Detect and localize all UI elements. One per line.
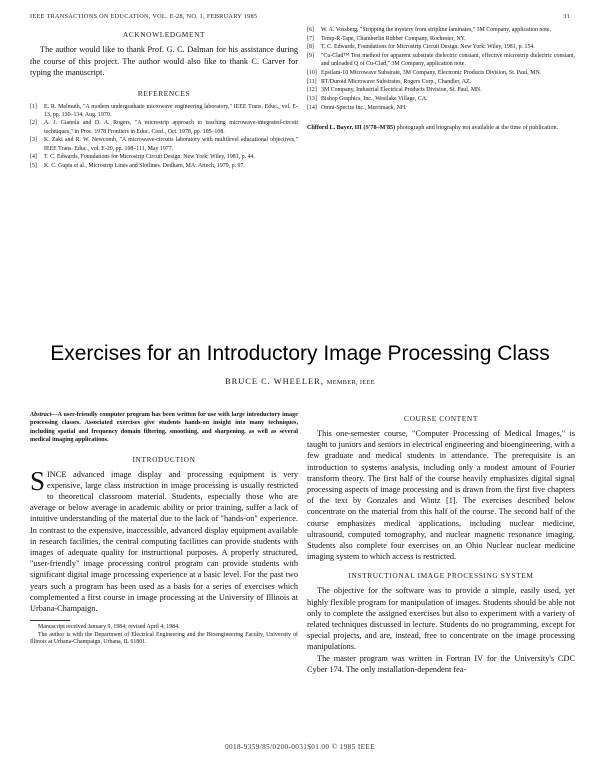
author-membership: MEMBER, IEEE: [326, 379, 375, 386]
reference-list-right: [307, 26, 575, 112]
reference-item: [7] Temp-R-Tape, Chamberlin Rubber Company, Rochester, NY.: [307, 35, 466, 42]
system-paragraph-1: The objective for the software was to provide a simple, easily used, yet highly flexible program for manipulation of images. Students should be able not only to complete the assigned exercises but also to experiment with a variety of related techniques discussed in lecture. Students do no programming, except for special projects, and are, instead, free to concentrate on the image processing manipulations.: [307, 586, 575, 652]
abstract: [30, 411, 298, 445]
abstract-label: Abstract—: [30, 411, 58, 418]
bio-text: photograph and biography not available at the time of publication.: [396, 125, 559, 132]
author-bio: [307, 124, 575, 132]
acknowledgment-heading: ACKNOWLEDGMENT: [122, 30, 206, 39]
running-head: [30, 13, 570, 20]
reference-item: [3] K. Zaki and R. W. Newcomb, "A microwave-circuits laboratory with multilevel educational objectives," IEEE Trans. Educ., vol. E-20, pp. 108–111, May 1977.: [30, 137, 298, 152]
footnote-rule: [30, 620, 70, 621]
bottom-left-column: [30, 411, 298, 647]
introduction-heading: INTRODUCTION: [132, 454, 196, 464]
reference-item: [6] W. A. Vossberg, "Stripping the mystery from stripline laminates," 3M Company, application note.: [307, 27, 551, 33]
top-left-column: [30, 30, 298, 170]
author-name: BRUCE C. WHEELER,: [225, 377, 324, 386]
reference-item: [11] RT/Duroid Microwave Substrates, Rogers Corp., Chandler, AZ.: [307, 78, 472, 85]
reference-list-left: [30, 103, 298, 171]
top-right-column: [307, 26, 575, 133]
reference-item: [9] "Cu-Clad™ Test method for apparent substrate dielectric constant, effective microstrip dielectric constant, and unloaded Q of Cu-Clad," 3M Company, application note.: [307, 53, 575, 68]
footnote-received: Manuscript received January 9, 1984; revised April 4, 1984.: [38, 624, 180, 631]
reference-item: [14] Omni-Spectra Inc., Merrimack, NH.: [307, 104, 407, 111]
abstract-text: A user-friendly computer program has been written for use with large introductory image processing classes. Associated exercises give students hands-on insight into many techniques, including spatial and frequency domain filtering, smoothing, and sharpening, as well as several medical imaging applications.: [30, 411, 298, 444]
reference-item: [4] T. C. Edwards, Foundations for Microstrip Circuit Design. New York: Wiley, 1981, p. 44.: [30, 154, 255, 161]
reference-item: [2] A. J. Gianola and D. A. Rogers, "A microstrip approach to teaching microwave-integrated-circuit techniques," in Proc. 1978 Frontiers in Educ. Conf., Oct. 1978, pp. 105–108.: [30, 120, 298, 135]
system-heading: INSTRUCTIONAL IMAGE PROCESSING SYSTEM: [348, 571, 534, 581]
acknowledgment-text: The author would like to thank Prof. G. C. Dalman for his assistance during the course of this project. The author would also like to thank C. Carver for typing the manuscript.: [30, 45, 298, 77]
footnote-affiliation: The author is with the Department of Electrical Engineering and the Bioengineering Faculty, University of Illinois at Urbana-Champaign, Urbana, IL 61801.: [30, 631, 298, 646]
journal-header: IEEE TRANSACTIONS ON EDUCATION, VOL. E-28, NO. 1, FEBRUARY 1985: [30, 13, 258, 20]
reference-item: [8] T. C. Edwards, Foundations for Microstrip Circuit Design. New York: Wiley, 1981, p. 154.: [307, 44, 535, 51]
reference-item: [1] E. R. Melmuth, "A modern undergraduate microwave engineering laboratory," IEEE Trans. Educ., vol. E-13, pp. 130–134, Aug. 1970.: [30, 103, 298, 118]
reference-item: [12] 3M Company, Industrial Electrical Products Division, St. Paul, MN.: [307, 87, 482, 94]
references-heading: REFERENCES: [137, 88, 191, 98]
reference-item: [5] K. C. Gupta et al., Microstrip Lines and Slotlines. Dedham, MA: Artech, 1979, p. 97.: [30, 163, 245, 170]
course-content-heading: COURSE CONTENT: [404, 414, 478, 423]
article-title: Exercises for an Introductory Image Processing Class: [50, 342, 550, 365]
reference-item: [10] Epsilam-10 Microwave Substrate, 3M Company, Electronic Products Division, St. Paul, MN.: [307, 70, 542, 77]
page-number: 31: [563, 13, 570, 20]
article-author-line: [0, 377, 600, 386]
bio-name: Clifford L. Bayer, III (S'78–M'85): [307, 125, 396, 132]
reference-item: [13] Bishop Graphics, Inc., Westlake Village, CA.: [307, 96, 428, 103]
drop-cap: S: [30, 465, 46, 496]
introduction-text: [30, 465, 298, 615]
system-paragraph-2: The master program was written in Fortran IV for the University's CDC Cyber 174. The only installation-dependent fea-: [307, 653, 575, 674]
course-content-text: This one-semester course, "Computer Processing of Medical Images," is taught to juniors and seniors in electrical engineering and bioengineering, with a few graduate and medical students in attendance. The prerequisite is an introduction to systems analysis, including only a modest amount of Fourier transform theory. The first half of the course heavily emphasizes digital signal processing aspects of image processing and is drawn from the first five chapters of the text by Gonzales and Wintz [1]. The exercises described below concentrate on the material from this half of the course. The second half of the course emphasizes medical applications, including nuclear medicine, ultrasound, computed tomography, and nuclear magnetic resonance imaging. Students also complete four exercises on an Ohio Nuclear nuclear medicine imaging system to which access is restricted.: [307, 429, 575, 562]
copyright-footer: 0018-9359/85/0200-0031$01.00 © 1985 IEEE: [224, 743, 376, 751]
introduction-body: INCE advanced image display and processing equipment is very expensive, large class instruction in image processing is usually restricted to theoretical classroom material. Students, especially those who are average or below average in academic ability or prior training, suffer a lack of intuitive understanding of the material due to the lack of "hands-on" experience. In contrast to the expensive, inaccessible, advanced display equipment available in research facilities, the central computing facilities can provide students with images of adequate quality for instructional purposes. A properly structured, "user-friendly" image processing control program can provide students with significant digital image processing experience at a basic level. For the past two years such a program has been used as a basis for a series of exercises which complemented a first course in image processing at the University of Illinois at Urbana-Champaign.: [30, 469, 298, 614]
bottom-right-column: [307, 414, 575, 675]
